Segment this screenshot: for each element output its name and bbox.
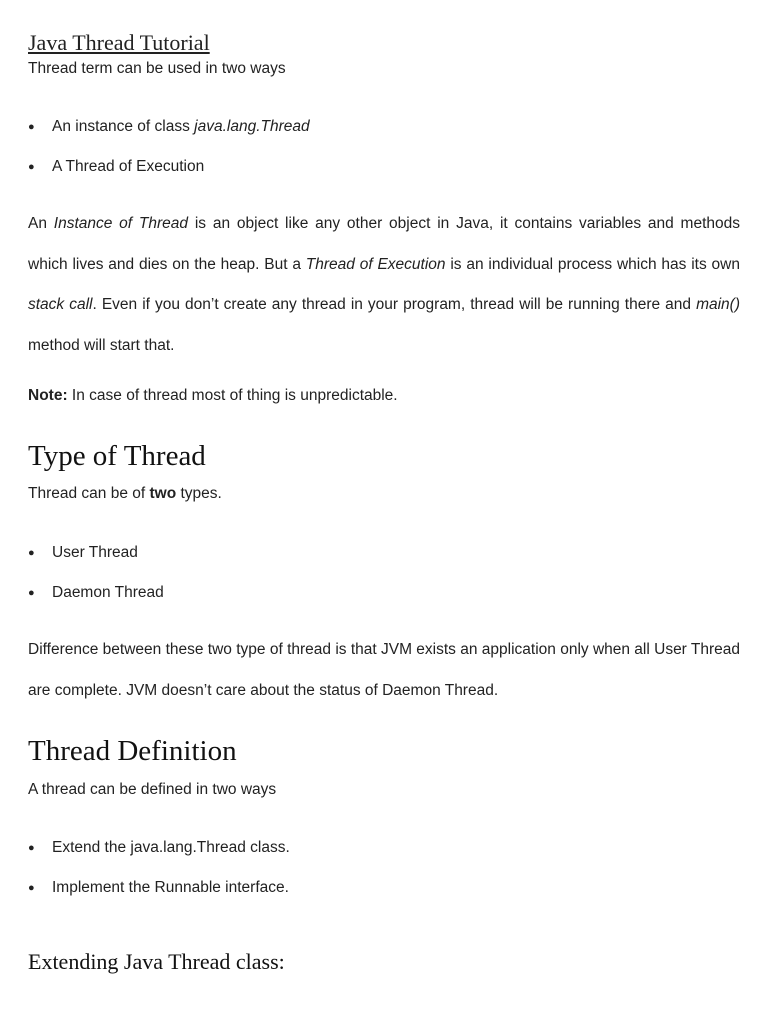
list-item-label: An instance of class java.lang.Thread: [52, 118, 310, 135]
note-text: Note: In case of thread most of thing is unpredictable.: [28, 387, 398, 404]
document-title: Java Thread Tutorial: [28, 30, 210, 55]
bullet-icon: ●: [28, 882, 35, 894]
bullet-icon: ●: [28, 587, 35, 599]
intro-text: Thread term can be used in two ways: [28, 60, 286, 77]
heading-extending-thread-class: Extending Java Thread class:: [28, 949, 285, 974]
list-item-label: Implement the Runnable interface.: [52, 879, 289, 896]
bullet-icon: ●: [28, 121, 35, 133]
paragraph-instance-of-thread: An Instance of Thread is an object like any other object in Java, it contains variables and methods which lives and dies on the heap. But a Thread of Execution is an individual process which has its own stack call. Even if you don’t create any thread in your program, thread will be running there and main() method will start that.: [28, 215, 741, 354]
bullet-icon: ●: [28, 842, 35, 854]
list-item-label: User Thread: [52, 544, 138, 561]
type-lead-text: Thread can be of two types.: [28, 485, 222, 502]
list-item-label: A Thread of Execution: [52, 158, 205, 175]
list-item-label: Daemon Thread: [52, 584, 164, 601]
note-label: Note:: [28, 387, 68, 404]
definition-lead-text: A thread can be defined in two ways: [28, 781, 277, 798]
bullet-icon: ●: [28, 547, 35, 559]
bullet-icon: ●: [28, 161, 35, 173]
heading-thread-definition: Thread Definition: [28, 735, 237, 767]
paragraph-thread-difference: Difference between these two type of thread is that JVM exists an application only when all User Thread are complete. JVM doesn’t care about the status of Daemon Thread.: [28, 641, 740, 699]
list-item-label: Extend the java.lang.Thread class.: [52, 839, 290, 856]
heading-type-of-thread: Type of Thread: [28, 440, 206, 472]
